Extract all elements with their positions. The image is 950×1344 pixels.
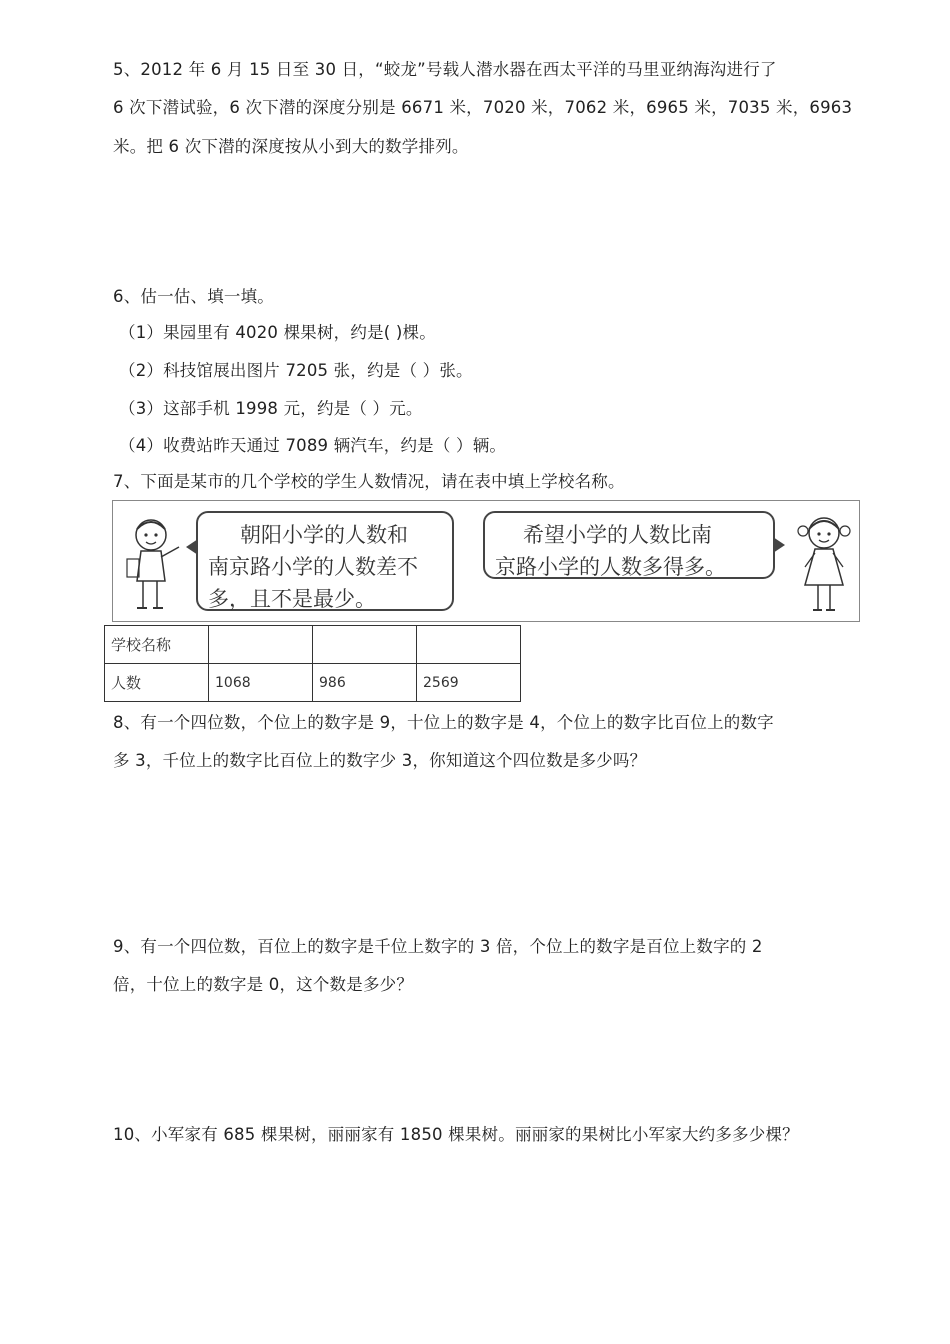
bubble-tail-right xyxy=(773,537,785,553)
row-label-students: 人数 xyxy=(105,664,209,702)
q5-line-2: 6 次下潜试验，6 次下潜的深度分别是 6671 米，7020 米，7062 米，6965 米，7035 米，6963 xyxy=(113,98,853,117)
row-label-school-name: 学校名称 xyxy=(105,626,209,664)
q5-line-1: 5、2012 年 6 月 15 日至 30 日，“蛟龙”号载人潜水器在西太平洋的马里亚纳海沟进行了 xyxy=(113,60,777,79)
q6-item-2: （2）科技馆展出图片 7205 张，约是（ ）张。 xyxy=(119,361,473,380)
students-cell-1: 1068 xyxy=(209,664,313,702)
q6-item-4: （4）收费站昨天通过 7089 辆汽车，约是（ ）辆。 xyxy=(119,436,507,455)
table-row xyxy=(105,626,521,664)
q6-item-3: （3）这部手机 1998 元，约是（ ）元。 xyxy=(119,399,423,418)
school-name-cell-1[interactable] xyxy=(209,626,313,664)
boy-illustration-icon xyxy=(123,513,185,613)
school-name-cell-2[interactable] xyxy=(313,626,417,664)
q10-line-1: 10、小军家有 685 棵果树，丽丽家有 1850 棵果树。丽丽家的果树比小军家大约多多少棵？ xyxy=(113,1125,799,1144)
bubble-girl-line-2: 京路小学的人数多得多。 xyxy=(495,555,726,579)
schools-table xyxy=(104,625,521,702)
girl-illustration-icon xyxy=(793,509,855,615)
q7-illustration xyxy=(112,500,860,622)
speech-bubble-boy xyxy=(196,511,454,611)
bubble-boy-line-2: 南京路小学的人数差不 xyxy=(208,555,418,579)
q8-line-2: 多 3，千位上的数字比百位上的数字少 3，你知道这个四位数是多少吗？ xyxy=(113,751,647,770)
q9-line-1: 9、有一个四位数，百位上的数字是千位上数字的 3 倍，个位上的数字是百位上数字的 2 xyxy=(113,937,763,956)
students-cell-2: 986 xyxy=(313,664,417,702)
bubble-boy-line-3: 多，且不是最少。 xyxy=(208,587,376,611)
q6-item-1: （1）果园里有 4020 棵果树，约是( )棵。 xyxy=(119,323,436,342)
q9-line-2: 倍，十位上的数字是 0，这个数是多少？ xyxy=(113,975,414,994)
speech-bubble-girl xyxy=(483,511,775,579)
table-row xyxy=(105,664,521,702)
school-name-cell-3[interactable] xyxy=(417,626,521,664)
q6-title: 6、估一估、填一填。 xyxy=(113,287,274,306)
q8-line-1: 8、有一个四位数，个位上的数字是 9，十位上的数字是 4，个位上的数字比百位上的数字 xyxy=(113,713,774,732)
students-cell-3: 2569 xyxy=(417,664,521,702)
q5-line-3: 米。把 6 次下潜的深度按从小到大的数学排列。 xyxy=(113,137,469,156)
q7-title: 7、下面是某市的几个学校的学生人数情况，请在表中填上学校名称。 xyxy=(113,472,625,491)
bubble-girl-line-1: 希望小学的人数比南 xyxy=(523,523,712,547)
bubble-boy-line-1: 朝阳小学的人数和 xyxy=(240,523,408,547)
